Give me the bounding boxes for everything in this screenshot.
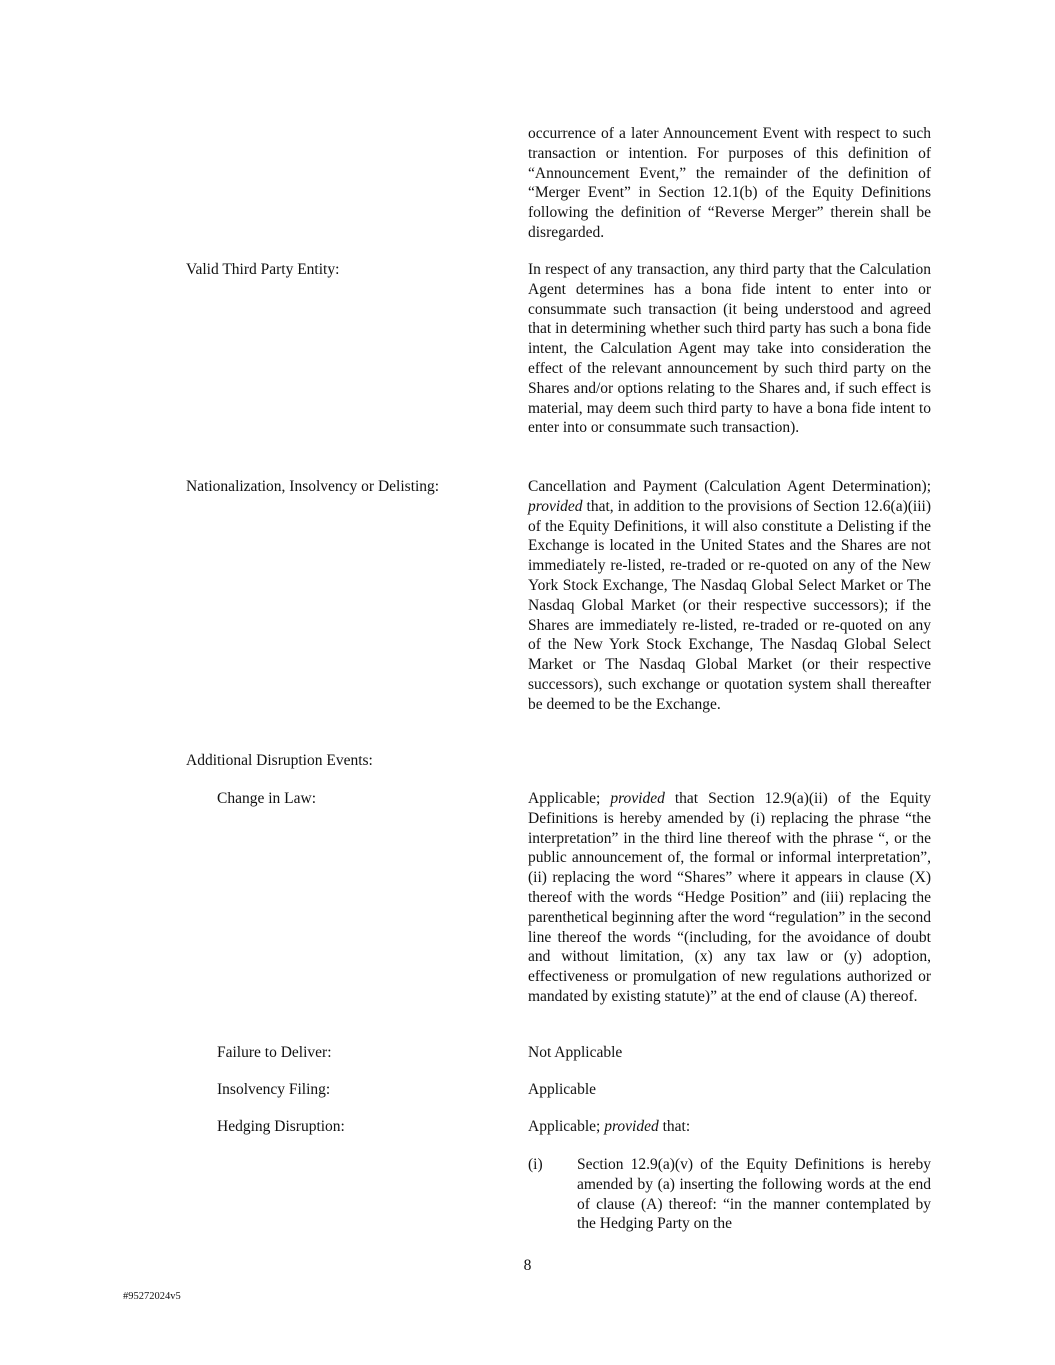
hedging-disruption-value	[528, 1117, 931, 1137]
failure-to-deliver-value: Not Applicable	[528, 1044, 623, 1061]
valid-third-party-label: Valid Third Party Entity:	[186, 261, 340, 278]
clause-text: Section 12.9(a)(v) of the Equity Definitions is hereby amended by (a) inserting the following words at the end of clause (A) thereof: “in the manner contemplated by the Hedging Party on the	[577, 1156, 931, 1233]
hedging-disruption-provided: provided	[604, 1118, 659, 1135]
valid-third-party-text: In respect of any transaction, any third party that the Calculation Agent determines has a bona fide intent to enter into or consummate such transaction (it being understood and agreed that in determining whether such third party has such a bona fide intent, the Calculation Agent may take into consideration the effect of the relevant announcement by such third party on the Shares and/or options relating to the Shares and, if such effect is material, may deem such third party to have a bona fide intent to enter into or consummate such transaction).	[528, 261, 931, 437]
nationalization-definition	[528, 477, 931, 715]
change-in-law-pre: Applicable;	[528, 790, 601, 807]
hedging-disruption-label: Hedging Disruption:	[217, 1118, 345, 1135]
nationalization-post: that, in addition to the provisions of Section 12.6(a)(iii) of the Equity Definitions, it will also constitute a Delisting if the Exchange is located in the United States and the Shares are not immediately re-listed, re-traded or re-quoted on any of the New York Stock Exchange, The Nasdaq Global Select Market or The Nasdaq Global Market (or their respective successors); if the Shares are immediately re-listed, re-traded or re-quoted on any of the New York Stock Exchange, The Nasdaq Global Select Market or The Nasdaq Global Market (or their respective successors), such exchange or quotation system shall thereafter be deemed to be the Exchange.	[528, 497, 932, 713]
additional-disruption-events-label: Additional Disruption Events:	[186, 752, 373, 769]
hedging-disruption-pre: Applicable;	[528, 1118, 601, 1135]
change-in-law-definition	[528, 789, 931, 1007]
change-in-law-provided: provided	[610, 790, 665, 807]
announcement-event-continuation	[528, 124, 931, 243]
hedging-disruption-post: that:	[662, 1118, 691, 1135]
page-number: 8	[523, 1257, 532, 1274]
document-id: #95272024v5	[123, 1291, 181, 1302]
change-in-law-post: that Section 12.9(a)(ii) of the Equity Definitions is hereby amended by (i) replacing the phrase “the interpretation” in the third line thereof with the phrase “, or the public announcement of, the formal or informal interpretation”, (ii) replacing the word “Shares” where it appears in clause (X) thereof with the words “Hedge Position” and (iii) replacing the parenthetical beginning after the word “regulation” in the second line thereof the words “(including, for the avoidance of doubt and without limitation, (x) any tax law or (y) adoption, effectiveness or promulgation of new regulations authorized or mandated by existing statute)” at the end of clause (A) thereof.	[528, 790, 931, 1005]
failure-to-deliver-label: Failure to Deliver:	[217, 1044, 332, 1061]
clause-number: (i)	[528, 1156, 543, 1173]
hedging-disruption-clause-i	[528, 1155, 931, 1234]
nationalization-provided: provided	[528, 497, 583, 515]
nationalization-pre: Cancellation and Payment (Calculation Agent Determination);	[528, 478, 931, 495]
insolvency-filing-value: Applicable	[528, 1081, 597, 1098]
insolvency-filing-label: Insolvency Filing:	[217, 1081, 331, 1098]
announcement-event-text: occurrence of a later Announcement Event with respect to such transaction or intention. For purposes of this definition of “Announcement Event,” the remainder of the definition of “Merger Event” in Section 12.1(b) of the Equity Definitions following the definition of “Reverse Merger” therein shall be disregarded.	[528, 125, 931, 241]
change-in-law-text	[528, 789, 931, 1007]
change-in-law-label: Change in Law:	[217, 790, 317, 807]
valid-third-party-definition	[528, 260, 931, 438]
nationalization-label: Nationalization, Insolvency or Delisting:	[186, 478, 440, 495]
nationalization-text	[528, 477, 931, 715]
